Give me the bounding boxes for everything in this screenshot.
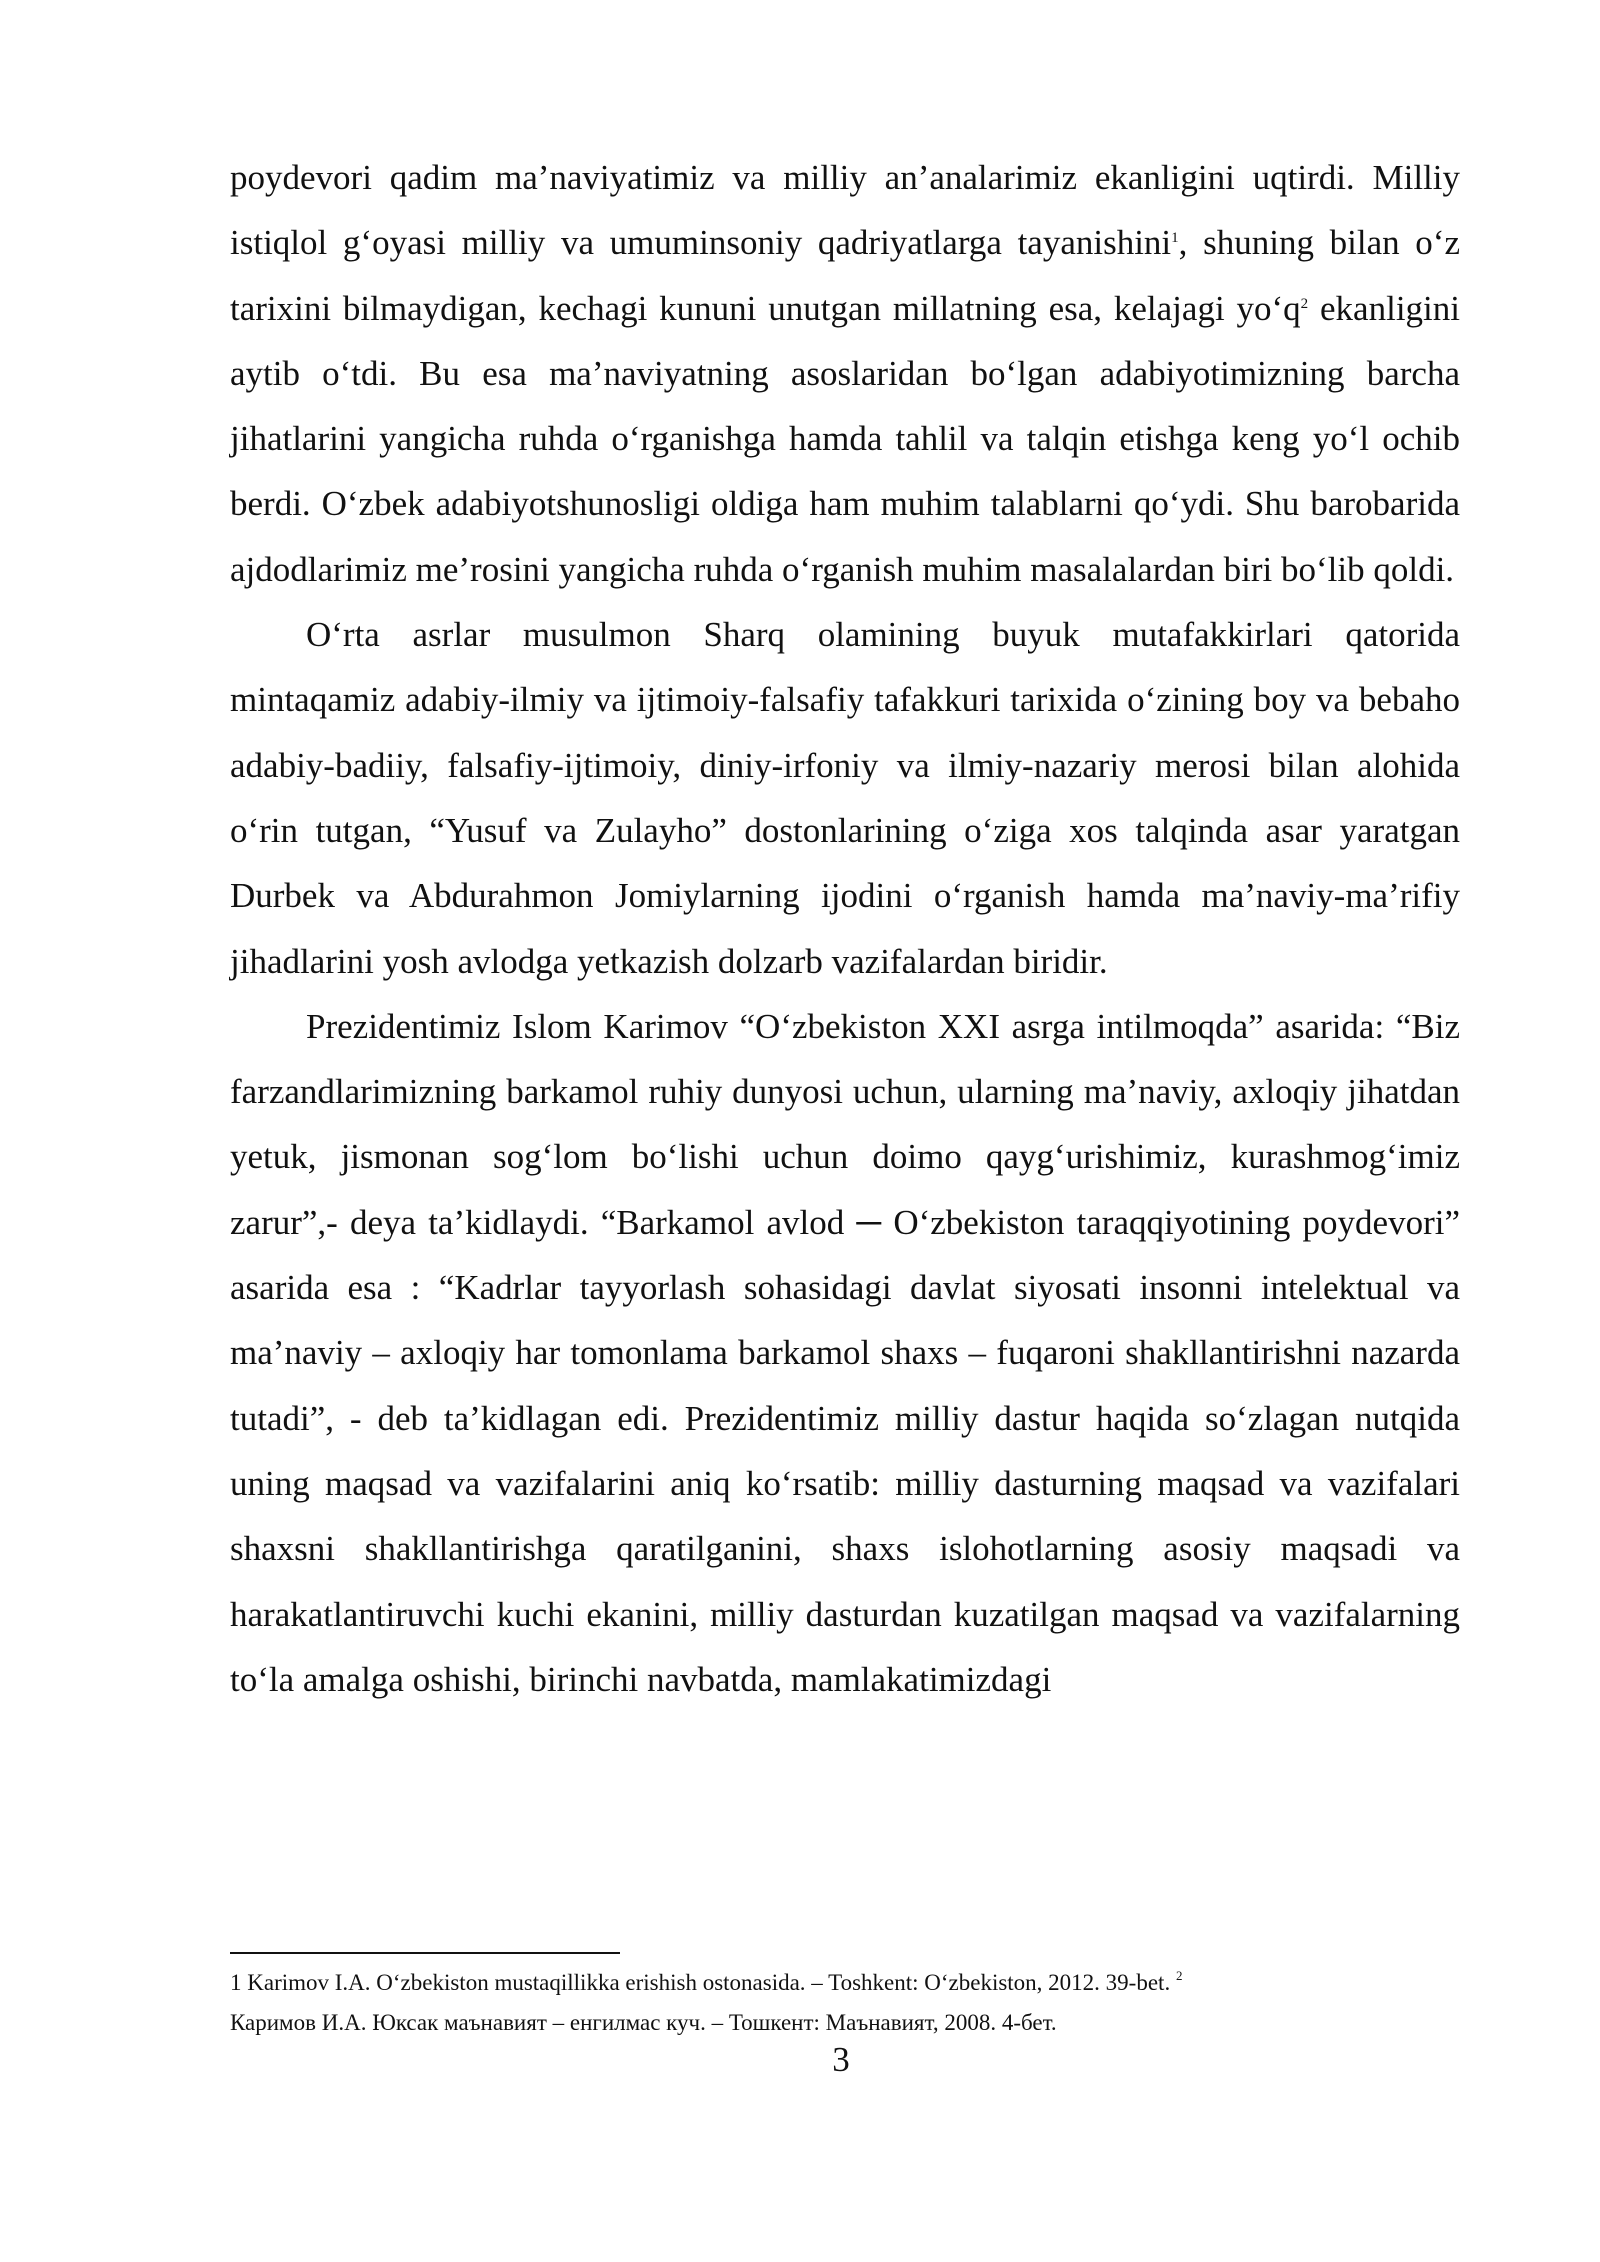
footnote-ref-1: 1 [1171, 230, 1179, 247]
footnote-1-text: 1 Karimov I.A. O‘zbekiston mustaqillikka erishish ostonasida. – Toshkent: O‘zbekiston, 2012. 39-bet. [230, 1970, 1176, 1995]
page-number: 3 [832, 2040, 850, 2079]
footnote-2-marker: 2 [1175, 1968, 1183, 1983]
paragraph-1-text-b: , shuning bilan o‘z tarixini bilmaydigan, kechagi kununi unutgan millatning esa, kelajagi yo‘q [230, 223, 1460, 328]
body-text [230, 145, 1460, 1712]
paragraph-2: O‘rta asrlar musulmon Sharq olamining buyuk mutafakkirlari qatorida mintaqamiz adabiy-ilmiy va ijtimoiy-falsafiy tafakkuri tarixida o‘zining boy va bebaho adabiy-badiiy, falsafiy-ijtimoiy, diniy-irfoniy va ilmiy-nazariy merosi bilan alohida o‘rin tutgan, “Yusuf va Zulayho” dostonlarining o‘ziga xos talqinda asar yaratgan Durbek va Abdurahmon Jomiylarning ijodini o‘rganish hamda ma’naviy-ma’rifiy jihadlarini yosh avlodga yetkazish dolzarb vazifalardan biridir. [230, 615, 1460, 981]
footnotes [230, 1963, 1460, 2043]
footnote-1 [230, 1963, 1460, 2003]
paragraph-1 [230, 145, 1460, 602]
paragraph-3: Prezidentimiz Islom Karimov “O‘zbekiston XXI asrga intilmoqda” asarida: “Biz farzandlarimizning barkamol ruhiy dunyosi uchun, ularning ma’naviy, axloqiy jihatdan yetuk, jismonan sog‘lom bo‘lishi uchun doimo qayg‘urishimiz, kurashmog‘imiz zarur”,- deya ta’kidlaydi. “Barkamol avlod ─ O‘zbekiston taraqqiyotining poydevori” asarida esa : “Kadrlar tayyorlash sohasidagi davlat siyosati insonni intelektual va ma’naviy – axloqiy har tomonlama barkamol shaxs – fuqaroni shakllantirishni nazarda tutadi”, - deb ta’kidlagan edi. Prezidentimiz milliy dastur haqida so‘zlagan nutqida uning maqsad va vazifalarini aniq ko‘rsatib: milliy dasturning maqsad va vazifalari shaxsni shakllantirishga qaratilganini, shaxs islohotlarning asosiy maqsadi va harakatlantiruvchi kuchi ekanini, milliy dasturdan kuzatilgan maqsad va vazifalarning to‘la amalga oshishi, birinchi navbatda, mamlakatimizdagi [230, 1006, 1460, 1699]
paragraph-1-text-a: poydevori qadim ma’naviyatimiz va milliy an’analarimiz ekanligini uqtirdi. Milliy istiqlol g‘oyasi milliy va umuminsoniy qadriyatlarga tayanishini [230, 158, 1460, 263]
footnote-ref-2: 2 [1300, 295, 1309, 312]
paragraph-1-text-c: ekanligini aytib o‘tdi. Bu esa ma’naviyatning asoslaridan bo‘lgan adabiyotimizning barcha jihatlarini yangicha ruhda o‘rganishga hamda tahlil va talqin etishga keng yo‘l ochib berdi. O‘zbek adabiyotshunosligi oldiga ham muhim talablarni qo‘ydi. Shu barobarida ajdodlarimiz me’rosini yangicha ruhda o‘rganish muhim masalalardan biri bo‘lib qoldi. [230, 288, 1460, 589]
footnote-separator [230, 1952, 620, 1954]
footnote-2: Каримов И.А. Юксак маънавият – енгилмас куч. – Тошкент: Маънавият, 2008. 4-бет. [230, 2010, 1057, 2035]
